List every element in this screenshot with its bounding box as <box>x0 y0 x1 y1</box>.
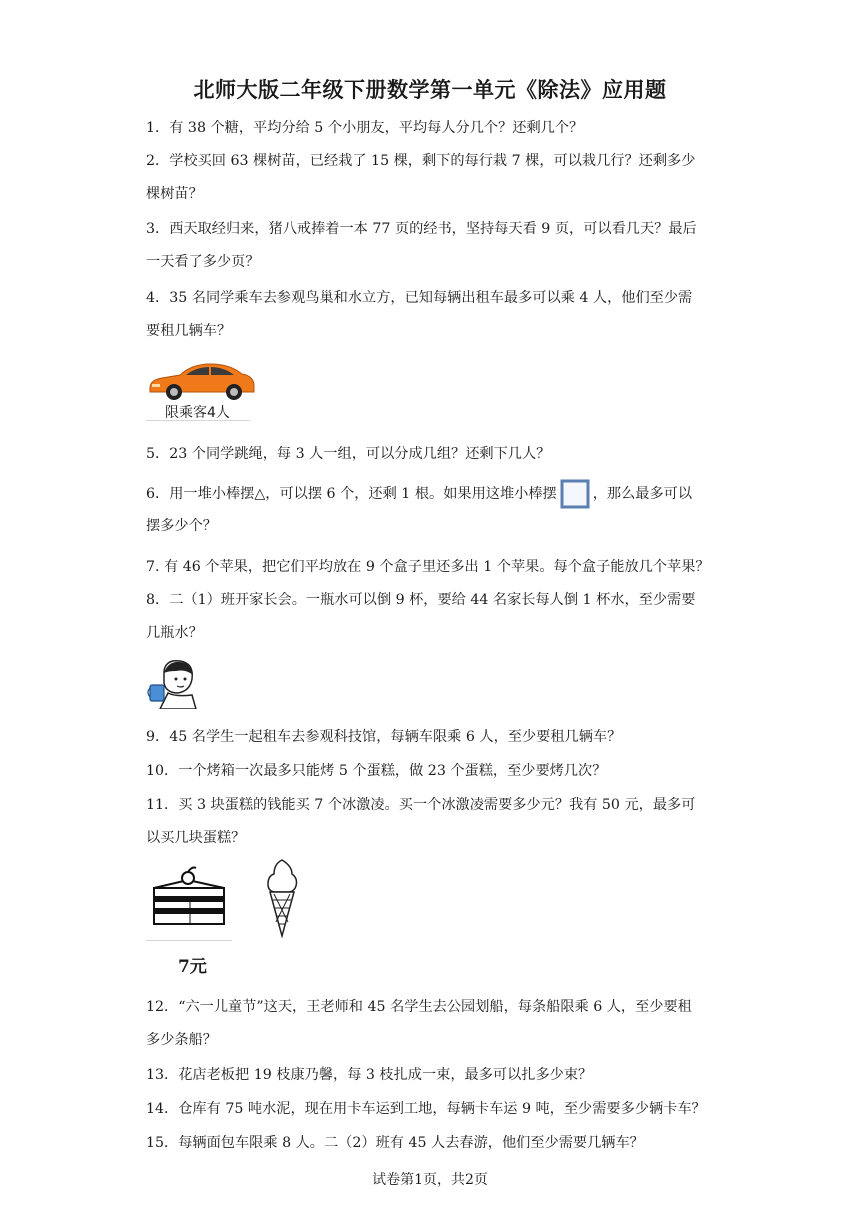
question-11-line-1: 11．买 3 块蛋糕的钱能买 7 个冰激凌。买一个冰激凌需要多少元？我有 50 元，最多可 <box>146 797 696 813</box>
question-15: 15．每辆面包车限乘 8 人。二（2）班有 45 人去春游，他们至少需要几辆车？ <box>146 1135 644 1151</box>
question-3 <box>146 219 726 272</box>
question-3-line-1: 3．西天取经归来，猪八戒捧着一本 77 页的经书，坚持每天看 9 页，可以看几天？最后 <box>146 221 697 237</box>
price-divider <box>146 940 232 941</box>
question-2-line-1: 2．学校买回 63 棵树苗，已经栽了 15 棵，剩下的每行栽 7 棵，可以栽几行？还剩多少 <box>146 153 696 169</box>
question-1: 1．有 38 个糖，平均分给 5 个小朋友，平均每人分几个？还剩几个？ <box>146 120 584 136</box>
page-title: 北师大版二年级下册数学第一单元《除法》应用题 <box>193 78 667 102</box>
car-caption: 限乘客4人 <box>165 405 230 421</box>
question-6-line-1a: 6．用一堆小棒摆△，可以摆 6 个，还剩 1 根。如果用这堆小棒摆 <box>146 486 557 502</box>
question-8 <box>146 590 726 643</box>
question-12 <box>146 997 736 1050</box>
question-2 <box>146 151 726 204</box>
question-4-line-1: 4．35 名同学乘车去参观鸟巢和水立方，已知每辆出租车最多可以乘 4 人，他们至少需 <box>146 290 693 306</box>
page-footer: 试卷第1页，共2页 <box>372 1172 488 1188</box>
cake-price-label: 7元 <box>178 957 207 977</box>
question-8-line-1: 8．二（1）班开家长会。一瓶水可以倒 9 杯，要给 44 名家长每人倒 1 杯水，至少需要 <box>146 592 696 608</box>
caption-divider <box>146 420 250 421</box>
question-11 <box>146 795 726 848</box>
question-12-line-1: 12．“六一儿童节”这天，王老师和 45 名学生去公园划船，每条船限乘 6 人，至少要租 <box>146 999 692 1015</box>
square-stick-icon <box>559 478 591 510</box>
question-9: 9．45 名学生一起租车去参观科技馆，每辆车限乘 6 人，至少要租几辆车？ <box>146 729 622 745</box>
car-icon <box>146 358 258 402</box>
question-5: 5．23 个同学跳绳，每 3 人一组，可以分成几组？还剩下几人？ <box>146 446 551 462</box>
question-6-line-1b: ，那么最多可以 <box>592 486 693 502</box>
question-12-line-2: 多少条船？ <box>146 1032 217 1048</box>
question-4 <box>146 288 726 341</box>
question-14: 14．仓库有 75 吨水泥，现在用卡车运到工地，每辆卡车运 9 吨，至少需要多少辆卡车？ <box>146 1101 706 1117</box>
question-10: 10．一个烤箱一次最多只能烤 5 个蛋糕，做 23 个蛋糕，至少要烤几次？ <box>146 763 607 779</box>
question-8-line-2: 几瓶水？ <box>146 625 203 641</box>
question-13: 13．花店老板把 19 枝康乃馨，每 3 枝扎成一束，最多可以扎多少束？ <box>146 1067 593 1083</box>
question-6-line-2: 摆多少个？ <box>146 518 217 534</box>
question-2-line-2: 棵树苗？ <box>146 186 203 202</box>
ice-cream-icon <box>262 858 302 938</box>
question-11-line-2: 以买几块蛋糕？ <box>146 830 246 846</box>
question-3-line-2: 一天看了多少页？ <box>146 254 260 270</box>
question-4-line-2: 要租几辆车？ <box>146 323 232 339</box>
cake-icon <box>148 866 230 930</box>
question-6 <box>146 478 746 536</box>
girl-pouring-water-icon <box>146 657 202 709</box>
question-7: 7. 有 46 个苹果，把它们平均放在 9 个盒子里还多出 1 个苹果。每个盒子能放几个苹果？ <box>146 559 710 575</box>
